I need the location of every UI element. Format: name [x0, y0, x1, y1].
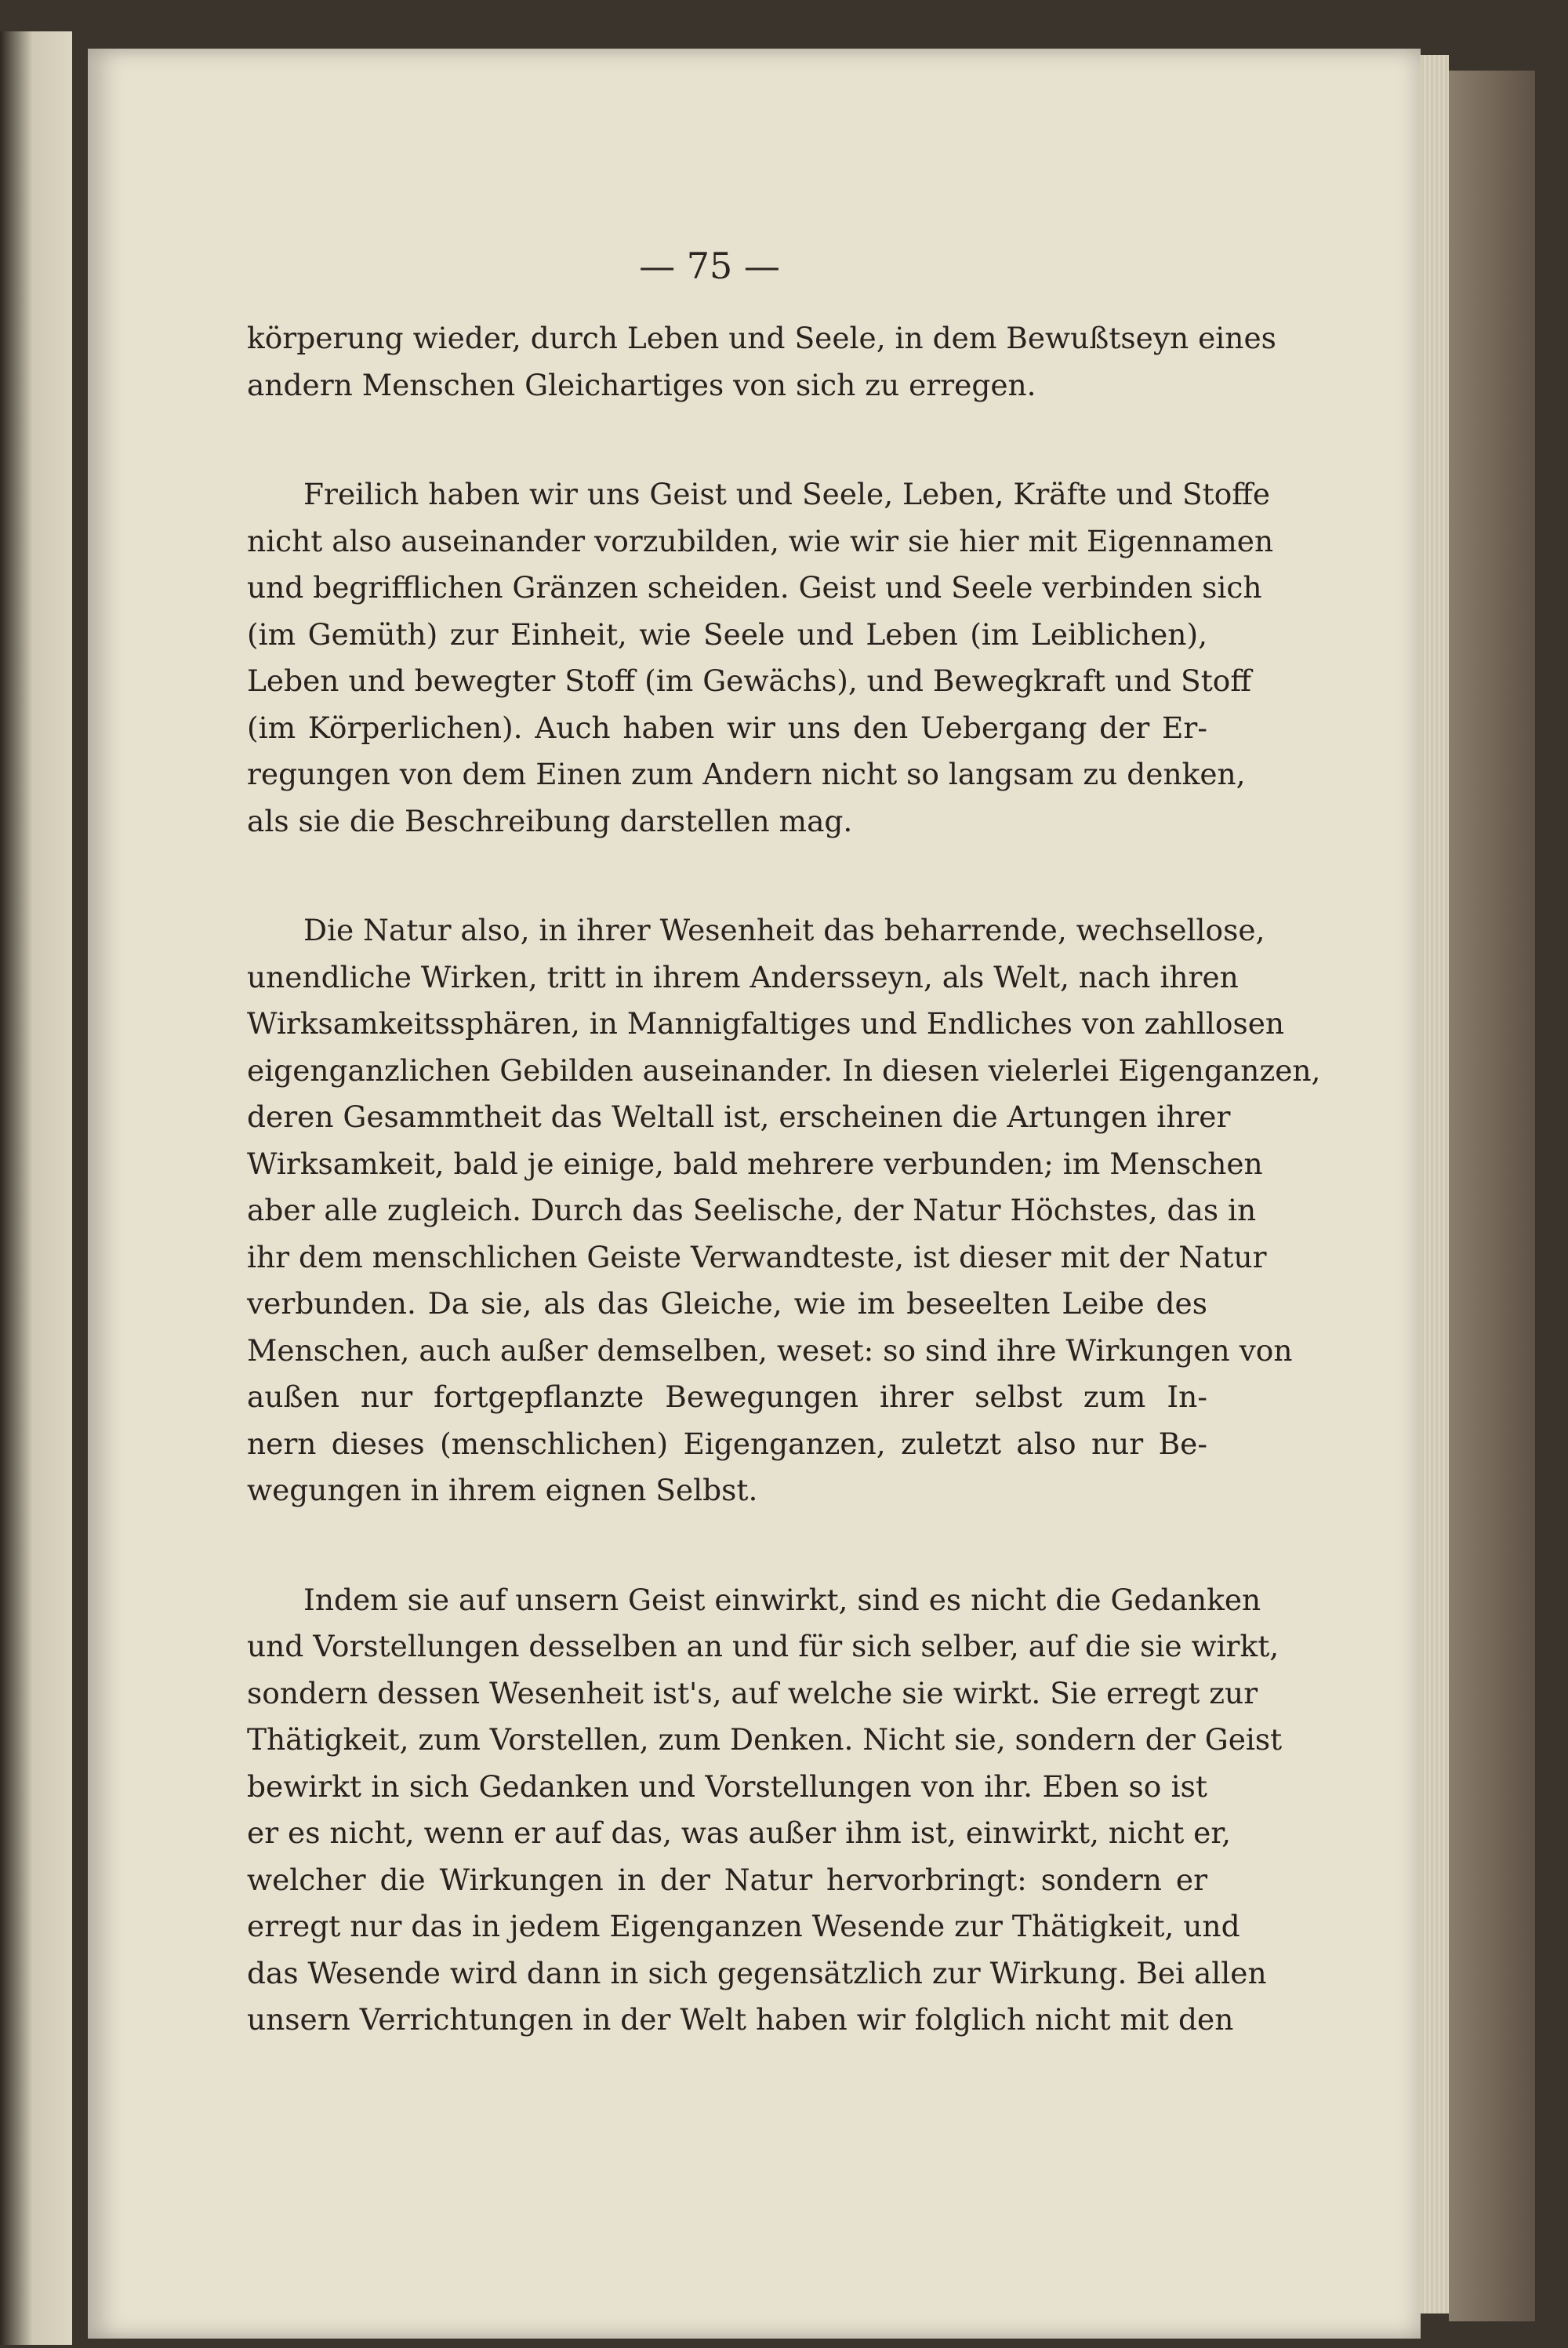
text-line: eigenganzlichen Gebilden auseinander. In diesen vielerlei Eigenganzen,: [247, 1052, 1321, 1088]
text-line: er es nicht, wenn er auf das, was außer ihm ist, einwirkt, nicht er,: [247, 1816, 1232, 1850]
text-line: Die Natur also, in ihrer Wesenheit das beharrende, wechsellose,: [303, 913, 1265, 947]
text-line: und Vorstellungen desselben an und für sich selber, auf die sie wirkt,: [247, 1629, 1279, 1663]
text-line: das Wesende wird dann in sich gegensätzlich zur Wirkung. Bei allen: [247, 1955, 1267, 1990]
text-line: Freilich haben wir uns Geist und Seele, Leben, Kräfte und Stoffe: [303, 477, 1271, 511]
text-line: verbunden. Da sie, als das Gleiche, wie im beseelten Leibe des: [247, 1286, 1207, 1321]
text-line: unsern Verrichtungen in der Welt haben wir folglich nicht mit den: [247, 2002, 1234, 2037]
text-line: erregt nur das in jedem Eigenganzen Wesende zur Thätigkeit, und: [247, 1909, 1240, 1943]
text-line: Wirksamkeitssphären, in Mannigfaltiges und Endliches von zahllosen: [247, 1006, 1285, 1041]
text-line: wegungen in ihrem eignen Selbst.: [247, 1473, 758, 1507]
paragraph: [247, 1577, 1283, 2044]
text-line: Thätigkeit, zum Vorstellen, zum Denken. Nicht sie, sondern der Geist: [247, 1722, 1283, 1757]
text-line: Wirksamkeit, bald je einige, bald mehrere verbunden; im Menschen: [247, 1146, 1263, 1181]
text-line: Leben und bewegter Stoff (im Gewächs), und Bewegkraft und Stoff: [247, 663, 1252, 698]
paragraph: [247, 315, 1276, 409]
page-text: [247, 315, 1321, 2044]
page-stack-edge: [1421, 55, 1449, 2313]
text-line: als sie die Beschreibung darstellen mag.: [247, 803, 853, 838]
text-line: bewirkt in sich Gedanken und Vorstellungen von ihr. Eben so ist: [247, 1768, 1207, 1804]
text-line: welcher die Wirkungen in der Natur hervorbringt: sondern er: [247, 1862, 1207, 1897]
text-line: (im Körperlichen). Auch haben wir uns den Uebergang der Er-: [247, 710, 1207, 745]
text-line: körperung wieder, durch Leben und Seele, in dem Bewußtseyn eines: [247, 321, 1276, 355]
text-line: nern dieses (menschlichen) Eigenganzen, zuletzt also nur Be-: [247, 1426, 1207, 1461]
book-cover-edge: [1449, 71, 1535, 2321]
text-line: deren Gesammtheit das Weltall ist, erscheinen die Artungen ihrer: [247, 1099, 1231, 1134]
page-number: — 75 —: [639, 245, 780, 287]
text-line: Indem sie auf unsern Geist einwirkt, sind es nicht die Gedanken: [303, 1582, 1261, 1617]
text-line: unendliche Wirken, tritt in ihrem Andersseyn, als Welt, nach ihren: [247, 959, 1239, 994]
text-line: Menschen, auch außer demselben, weset: so sind ihre Wirkungen von: [247, 1332, 1293, 1368]
text-line: sondern dessen Wesenheit ist's, auf welche sie wirkt. Sie erregt zur: [247, 1675, 1258, 1710]
text-line: aber alle zugleich. Durch das Seelische, der Natur Höchstes, das in: [247, 1193, 1257, 1227]
text-line: andern Menschen Gleichartiges von sich zu erregen.: [247, 367, 1036, 402]
paragraph: [247, 907, 1321, 1514]
text-line: außen nur fortgepflanzte Bewegungen ihrer selbst zum In-: [247, 1379, 1207, 1414]
text-line: (im Gemüth) zur Einheit, wie Seele und Leben (im Leiblichen),: [247, 616, 1207, 652]
text-line: ihr dem menschlichen Geiste Verwandteste, ist dieser mit der Natur: [247, 1239, 1267, 1274]
text-line: regungen von dem Einen zum Andern nicht so langsam zu denken,: [247, 757, 1246, 791]
left-page-edge: [0, 31, 72, 2345]
text-line: und begrifflichen Gränzen scheiden. Geist und Seele verbinden sich: [247, 570, 1262, 605]
text-line: nicht also auseinander vorzubilden, wie wir sie hier mit Eigennamen: [247, 523, 1274, 558]
paragraph: [247, 471, 1274, 845]
